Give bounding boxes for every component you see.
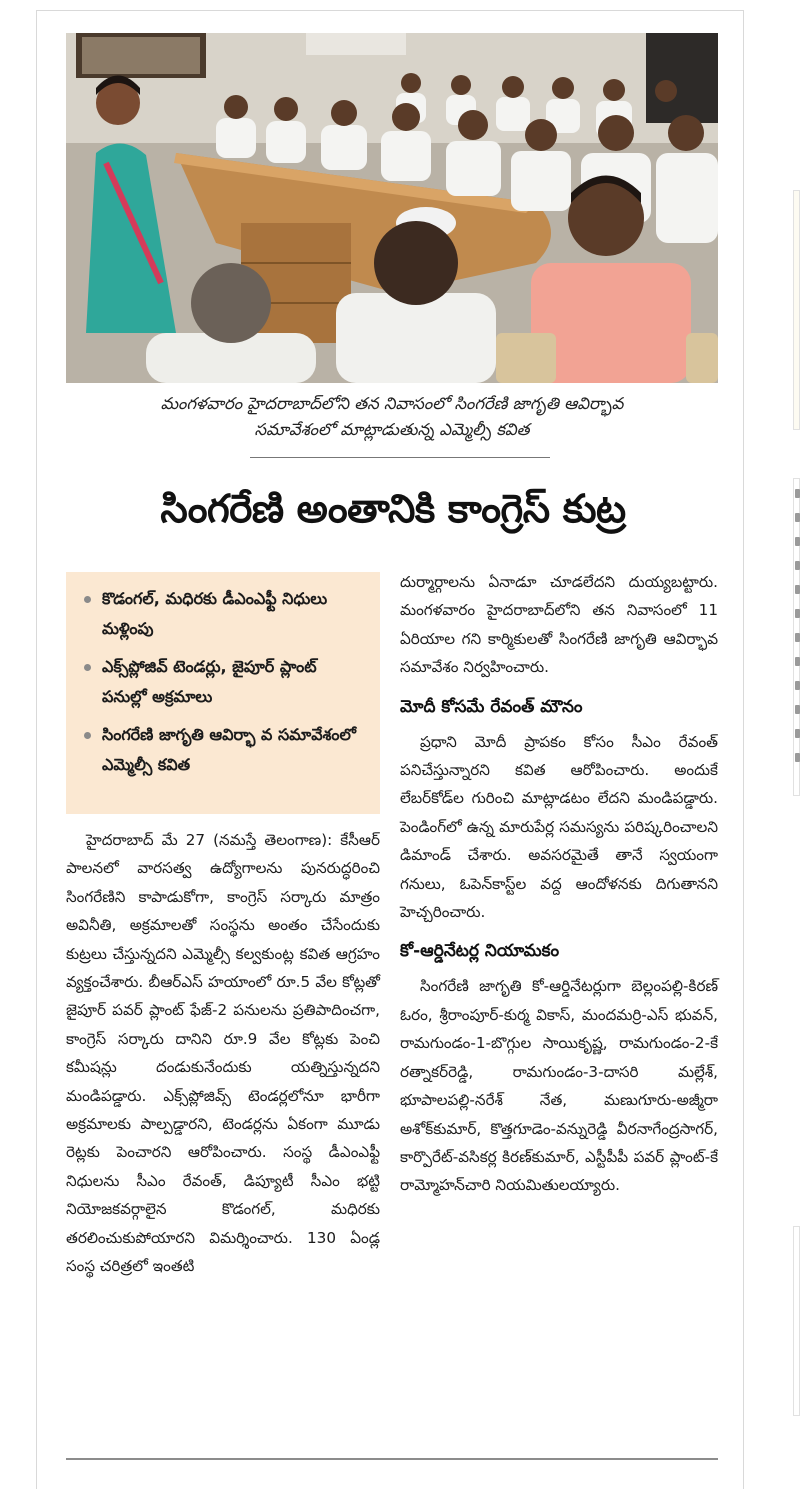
body-paragraph: సింగరేణి జాగృతి కో-ఆర్డినేటర్లుగా బెల్లంపల్లి-కిరణ్ ఓరం, శ్రీరాంపూర్-కుర్మ వికాస్, మందమర్రి-ఎస్ భువన్, రామగుండం-1-బొగ్గుల సాయికృష్ణ, రామగుండం-2-కే రత్నాకర్‌రెడ్డి, రామగుండం-3-దాసరి మల్లేశ్, భూపాలపల్లి-నరేశ్ నేత, మణుగూరు-అజ్మీరా అశోక్‌కుమార్, కొత్తగూడెం-వన్నురెడ్డి వీరనాగేంద్రసాగర్, కార్పొరేట్-వసికర్ల కిరణ్‌కుమార్, ఎస్టీపీపీ పవర్ ప్లాంట్-కే రామ్మోహన్‌చారి నియమితులయ్యారు. — [400, 977, 718, 1195]
highlight-item — [84, 720, 366, 780]
bullet-icon — [84, 664, 91, 671]
subheading: మోదీ కోసమే రేవంత్ మౌనం — [400, 696, 583, 717]
bullet-icon — [84, 596, 91, 603]
highlight-text: కొడంగల్, మధిరకు డీఎంఎఫ్టీ నిధులు మళ్లింపు — [102, 589, 328, 638]
caption-divider — [250, 457, 550, 458]
body-paragraph: ప్రధాని మోదీ ప్రాపకం కోసం సీఎం రేవంత్ పనిచేస్తున్నారని కవిత ఆరోపించారు. అందుకే లేబర్‌కోడ్‌ల గురించి మాట్లాడటం లేదని మండిపడ్డారు. పెండింగ్‌లో ఉన్న మారుపేర్ల సమస్యను పరిష్కరించాలని డిమాండ్ చేశారు. అవసరమైతే తానే స్వయంగా గనులు, ఓపెన్‌కాస్ట్‌ల వద్ద ఆందోళనకు దిగుతానని హెచ్చరించారు. — [400, 732, 718, 922]
article-column-left — [66, 826, 380, 1281]
highlight-item — [84, 652, 366, 712]
article-photo — [66, 33, 718, 383]
photo-caption — [66, 391, 718, 443]
body-paragraph: హైదరాబాద్ మే 27 (నమస్తే తెలంగాణ): కేసీఆర్ పాలనలో వారసత్వ ఉద్యోగాలను పునరుద్ధరించి సింగరేణిని కాపాడుకోగా, కాంగ్రెస్ సర్కారు మాత్రం అవినీతి, అక్రమాలతో సంస్థను అంతం చేసేందుకు కుట్రలు చేస్తున్నదని ఎమ్మెల్సీ కల్వకుంట్ల కవిత ఆగ్రహం వ్యక్తంచేశారు. బీఆర్ఎస్ హయాంలో రూ.5 వేల కోట్లతో జైపూర్ పవర్ ప్లాంట్ ఫేజ్-2 పనులను ప్రతిపాదించగా, కాంగ్రెస్ సర్కారు దానిని రూ.9 వేల కోట్లకు పెంచి కమీషన్లు దండుకునేందుకు యత్నిస్తున్నదని మండిపడ్డారు. ఎక్స్‌ప్లోజివ్స్ టెండర్లలోనూ భారీగా అక్రమాలకు పాల్పడ్డారని, టెండర్లను ఏకంగా మూడు రెట్లకు పెంచారని ఆరోపించారు. సంస్థ డీఎంఎఫ్టీ నిధులను సీఎం రేవంత్, డిప్యూటీ సీఎం భట్టి నియోజకవర్గాలైన కొడంగల్, మధిరకు తరలించుకుపోయారని విమర్శించారు. 130 ఏండ్ల సంస్థ చరిత్రలో ఇంతటి — [66, 831, 380, 1276]
highlight-item — [84, 584, 366, 644]
caption-line-2: సమావేశంలో మాట్లాడుతున్న ఎమ్మెల్సీ కవిత — [254, 420, 530, 439]
adjacent-article-fragment — [793, 478, 800, 796]
subheading: కో-ఆర్డినేటర్ల నియామకం — [400, 941, 560, 962]
highlights-box — [66, 572, 380, 814]
article-column-right — [400, 568, 718, 1200]
highlight-text: సింగరేణి జాగృతి ఆవిర్భా వ సమావేశంలో ఎమ్మెల్సీ కవిత — [102, 725, 356, 774]
photo-meeting-icon — [66, 33, 718, 383]
adjacent-article-fragment — [793, 1226, 800, 1416]
caption-line-1: మంగళవారం హైదరాబాద్‌లోని తన నివాసంలో సింగరేణి జాగృతి ఆవిర్భావ — [160, 394, 624, 413]
body-paragraph: దుర్మార్గాలను ఏనాడూ చూడలేదని దుయ్యబట్టారు. మంగళవారం హైదరాబాద్‌లోని తన నివాసంలో 11 ఏరియాల గని కార్మికులతో సింగరేణి జాగృతి ఆవిర్భావ సమావేశం నిర్వహించారు. — [400, 573, 718, 677]
article-headline: సింగరేణి అంతానికి కాంగ్రెస్ కుట్ర — [160, 487, 626, 532]
adjacent-article-fragment — [793, 190, 800, 430]
bullet-icon — [84, 732, 91, 739]
highlight-text: ఎక్స్‌ప్లోజివ్ టెండర్లు, జైపూర్ ప్లాంట్ పనుల్లో అక్రమాలు — [102, 657, 317, 706]
bottom-divider — [66, 1458, 718, 1460]
